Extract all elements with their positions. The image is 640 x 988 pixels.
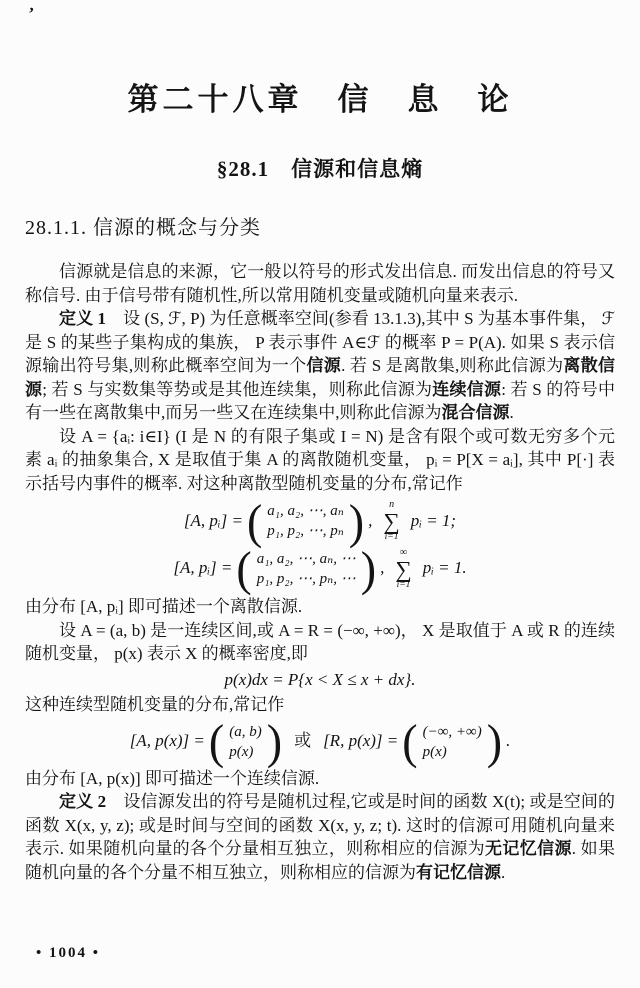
formula-rhs: pᵢ = 1.	[422, 558, 467, 578]
formula-continuous	[25, 714, 615, 769]
formula-density: p(x)dx = P{x < X ≤ x + dx}.	[224, 669, 416, 689]
separator-comma: ,	[380, 558, 385, 578]
sum-upper-limit: ∞	[399, 546, 408, 558]
matrix-body	[252, 549, 361, 589]
page-number: • 1004 •	[36, 945, 101, 961]
summation	[383, 500, 399, 543]
chapter-title: 第二十八章 信 息 论	[127, 82, 513, 117]
formula-discrete-finite	[25, 494, 615, 548]
matrix-row-symbols: a₁, a₂, ⋯, aₙ, ⋯	[256, 550, 356, 567]
open-paren: (	[236, 541, 252, 596]
paragraph-definition-1: 定义 1 设 (S, ℱ, P) 为任意概率空间(参看 13.1.3),其中 S 为基本事件集， ℱ 是 S 的某些子集构成的集族， P 表示事件 A∈ℱ 的概率 P = P(A). 如果 S 表示信源输出符号集,则称此概率空间为一个信源. 若 S 是离散集,则称此信源为离散信源; 若 S 与实数集等势或是其他连续集，则称此信源为连续信源: 若 S 的符号中有一些在离散集中,而另一些又在连续集中,则称此信源为混合信源.	[25, 309, 616, 422]
section-title: §28.1 信源和信息熵	[216, 157, 424, 181]
formula-lhs: [A, pᵢ] =	[183, 510, 243, 530]
matrix	[402, 714, 503, 769]
sigma-icon: ∑	[395, 556, 412, 582]
matrix-row-probs: p₁, p₂, ⋯, pₙ, ⋯	[256, 570, 356, 587]
close-paren: )	[486, 714, 503, 769]
formula-rhs: pᵢ = 1;	[410, 510, 457, 530]
matrix-row-density: p(x)	[229, 743, 254, 760]
matrix	[236, 541, 377, 596]
subsection-title: 28.1.1. 信源的概念与分类	[25, 217, 261, 239]
close-paren: )	[266, 714, 283, 769]
paragraph-discrete-setup: 设 A = {aᵢ: i∈I} (I 是 N 的有限子集或 I = N) 是含有限个或可数无穷多个元素 aᵢ 的抽象集合, X 是取值于集 A 的离散随机变量， pᵢ = P[X = aᵢ], 其中 P[·] 表示括号内事件的概率. 对这种离散型随机变量的分布,常记作	[25, 426, 615, 493]
paragraph-after-discrete: 由分布 [A, pᵢ] 即可描述一个离散信源.	[25, 597, 303, 616]
sigma-icon: ∑	[383, 509, 400, 534]
formula-period: .	[506, 731, 511, 751]
matrix	[208, 714, 283, 769]
matrix-body	[418, 722, 487, 762]
matrix-row-interval: (a, b)	[229, 723, 262, 740]
matrix-body	[224, 722, 267, 762]
sum-lower-limit: i=1	[384, 532, 399, 542]
formula-discrete-infinite	[25, 541, 615, 596]
paragraph-intro: 信源就是信息的来源，它一般以符号的形式发出信息. 而发出信息的符号又称信号. 由于信号带有随机性,所以常用随机变量或随机向量来表示.	[25, 262, 615, 305]
matrix	[246, 494, 365, 548]
open-paren: (	[208, 714, 225, 769]
or-word: 或	[294, 731, 312, 751]
open-paren: (	[402, 714, 418, 769]
matrix-row-interval: (−∞, +∞)	[422, 723, 482, 740]
close-paren: )	[348, 494, 365, 548]
summation	[395, 548, 411, 591]
formula-lhs: [A, p(x)] =	[129, 731, 205, 751]
body-text	[25, 260, 615, 884]
paragraph-definition-2: 定义 2 设信源发出的符号是随机过程,它或是时间的函数 X(t); 或是空间的函数 X(x, y, z); 或是时间与空间的函数 X(x, y, z; t). 这时的信源可用随机向量来表示. 如果随机向量的各个分量相互独立，则称相应的信源为无记忆信源. 如果随机向量的各个分量不相互独立，则称相应的信源为有记忆信源.	[25, 792, 616, 882]
matrix-row-density: p(x)	[422, 743, 447, 760]
scan-corner-mark: ʼ	[26, 3, 36, 24]
separator-comma: ,	[368, 510, 373, 530]
paragraph-continuous-setup: 设 A = (a, b) 是一连续区间,或 A = R = (−∞, +∞)， X 是取值于 A 或 R 的连续随机变量， p(x) 表示 X 的概率密度,即	[25, 620, 615, 663]
paragraph-distribution-note: 这种连续型随机变量的分布,常记作	[25, 695, 285, 714]
formula-lhs: [R, p(x)] =	[323, 731, 399, 751]
open-paren: (	[246, 494, 263, 548]
matrix-row-symbols: a₁, a₂, ⋯, aₙ	[267, 503, 344, 520]
formula-lhs: [A, pᵢ] =	[173, 558, 233, 578]
sum-lower-limit: i=1	[396, 579, 411, 590]
matrix-row-probs: p₁, p₂, ⋯, pₙ	[267, 523, 344, 540]
sum-upper-limit: n	[389, 499, 395, 510]
matrix-body	[262, 501, 349, 541]
paragraph-after-continuous: 由分布 [A, p(x)] 即可描述一个连续信源.	[25, 768, 320, 788]
close-paren: )	[360, 541, 377, 596]
